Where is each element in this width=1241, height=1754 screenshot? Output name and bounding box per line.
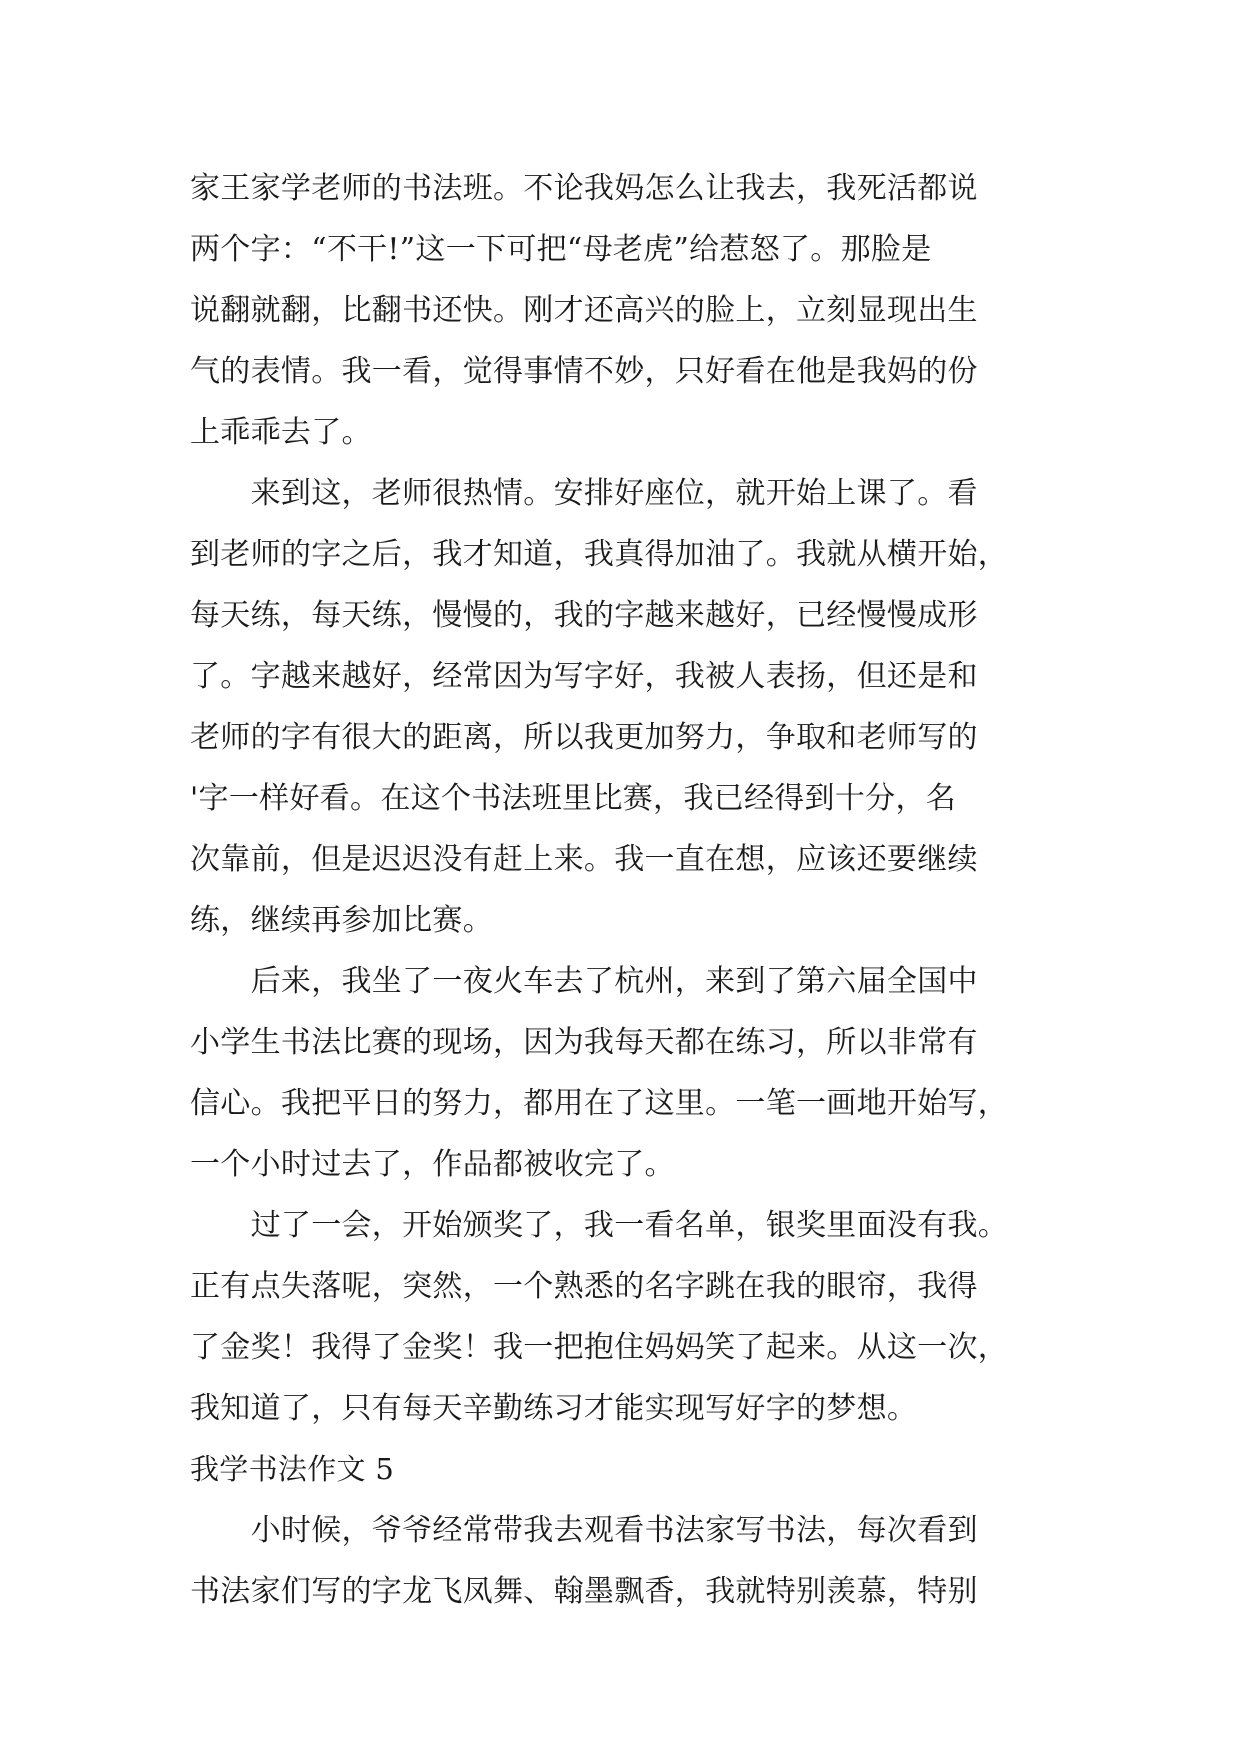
text-line: 来到这，老师很热情。安排好座位，就开始上课了。看: [190, 476, 978, 511]
text-line: 正有点失落呢，突然，一个熟悉的名字跳在我的眼帘，我得: [190, 1269, 978, 1304]
text-line: 一个小时过去了，作品都被收完了。: [190, 1147, 675, 1182]
text-line: 两个字：“不干!”这一下可把“母老虎”给惹怒了。那脸是: [190, 232, 932, 267]
text-line: 了。字越来越好，经常因为写字好，我被人表扬，但还是和: [190, 659, 978, 694]
text-line: 小学生书法比赛的现场，因为我每天都在练习，所以非常有: [190, 1025, 978, 1060]
text-line: 练，继续再参加比赛。: [190, 903, 493, 938]
text-line: 到老师的字之后，我才知道，我真得加油了。我就从横开始，: [190, 537, 1009, 572]
text-line: 我知道了，只有每天辛勤练习才能实现写好字的梦想。: [190, 1391, 918, 1426]
text-line: 说翻就翻，比翻书还快。刚才还高兴的脸上，立刻显现出生: [190, 293, 978, 328]
text-line: 次靠前，但是迟迟没有赶上来。我一直在想，应该还要继续: [190, 842, 978, 877]
text-line: '字一样好看。在这个书法班里比赛，我已经得到十分，名: [190, 781, 957, 816]
text-line: 小时候，爷爷经常带我去观看书法家写书法，每次看到: [190, 1513, 978, 1548]
essay-body: [190, 158, 1050, 1622]
text-line: 气的表情。我一看，觉得事情不妙，只好看在他是我妈的份: [190, 354, 978, 389]
text-line: 信心。我把平日的努力，都用在了这里。一笔一画地开始写，: [190, 1086, 1009, 1121]
text-line: 上乖乖去了。: [190, 415, 372, 450]
text-line: 过了一会，开始颁奖了，我一看名单，银奖里面没有我。: [190, 1208, 1009, 1243]
section-heading: 我学书法作文 5: [190, 1452, 395, 1486]
text-line: 家王家学老师的书法班。不论我妈怎么让我去，我死活都说: [190, 171, 978, 206]
text-line: 书法家们写的字龙飞凤舞、翰墨飘香，我就特别羡慕，特别: [190, 1574, 978, 1609]
text-line: 了金奖！我得了金奖！我一把抱住妈妈笑了起来。从这一次，: [190, 1330, 1009, 1365]
text-line: 每天练，每天练，慢慢的，我的字越来越好，已经慢慢成形: [190, 598, 978, 633]
text-line: 后来，我坐了一夜火车去了杭州，来到了第六届全国中: [190, 964, 978, 999]
text-line: 老师的字有很大的距离，所以我更加努力，争取和老师写的: [190, 720, 978, 755]
